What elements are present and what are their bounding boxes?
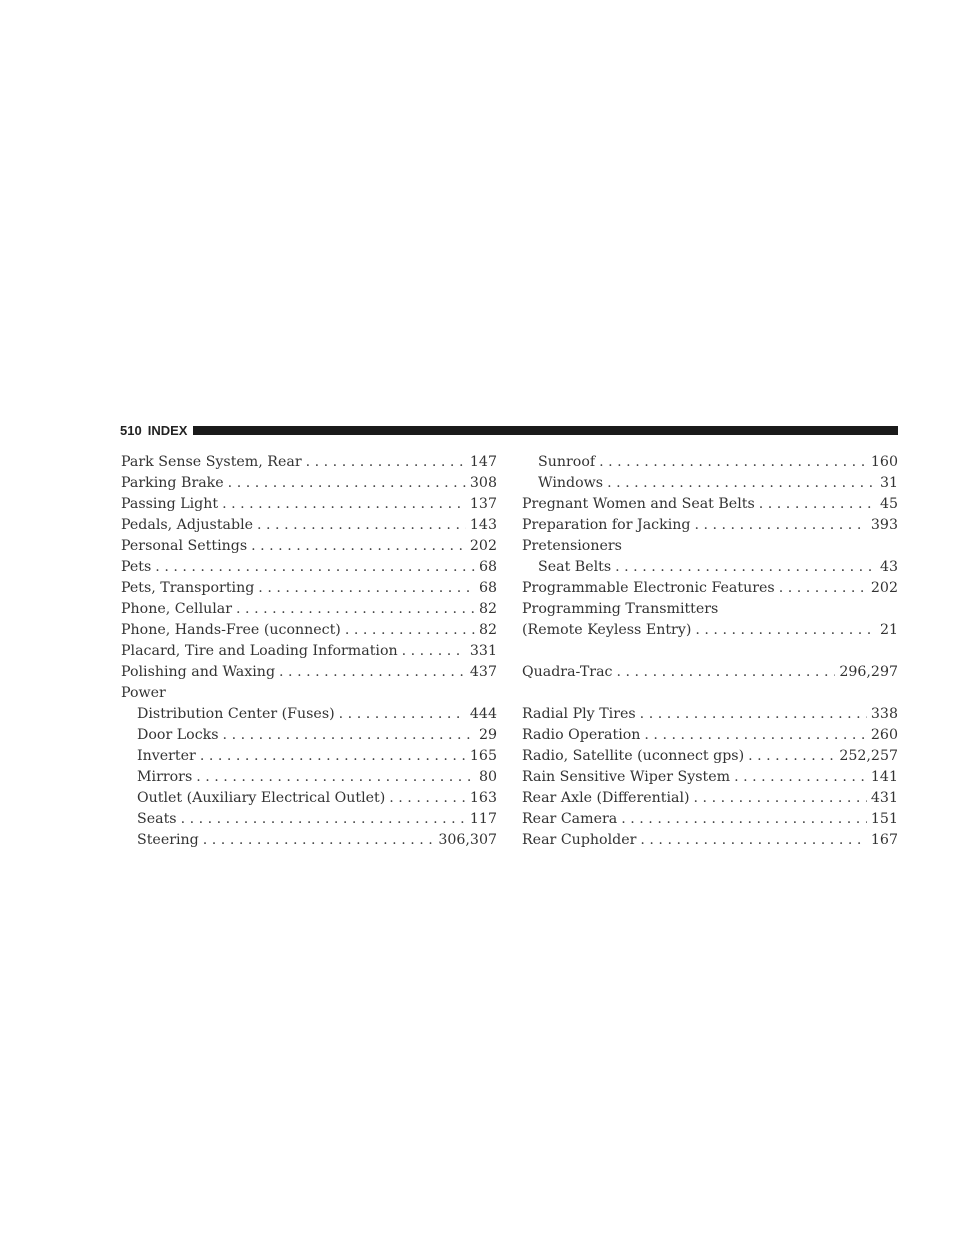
dot-leader [615,557,876,578]
entry-label: Seats [137,811,177,827]
dot-leader [228,473,466,494]
entry-label: Personal Settings [121,538,248,554]
entry-label: Seat Belts [538,559,612,575]
entry-page-number: 147 [469,454,497,470]
dot-leader [258,578,475,599]
index-subentry [121,809,497,830]
dot-leader [779,578,867,599]
entry-label: Rain Sensitive Wiper System [522,769,731,785]
dot-leader [644,725,867,746]
index-entry [522,725,898,746]
dot-leader [389,788,466,809]
index-entry [121,662,497,683]
dot-leader [694,515,866,536]
index-subentry [522,557,898,578]
entry-label: (Remote Keyless Entry) [522,622,692,638]
index-subentry [522,473,898,494]
index-entry [522,809,898,830]
entry-label: Programmable Electronic Features [522,580,775,596]
entry-page-number: 117 [469,811,497,827]
index-subentry [121,767,497,788]
dot-leader [599,452,867,473]
dot-leader [200,746,466,767]
entry-page-number: 165 [469,748,497,764]
dot-leader [694,788,867,809]
entry-label: Pregnant Women and Seat Belts [522,496,755,512]
dot-leader [621,809,867,830]
index-entry [522,830,898,851]
entry-label: Rear Cupholder [522,832,637,848]
entry-page-number: 21 [879,622,898,638]
index-entry [121,494,497,515]
entry-page-number: 437 [469,664,497,680]
dot-leader [734,767,867,788]
dot-leader [279,662,466,683]
entry-page-number: 29 [478,727,497,743]
entry-page-number: 252,257 [839,748,898,764]
index-heading: Pretensioners [522,538,622,554]
entry-label: Quadra-Trac [522,664,613,680]
entry-page-number: 82 [478,601,497,617]
entry-label: Park Sense System, Rear [121,454,302,470]
entry-page-number: 202 [870,580,898,596]
entry-page-number: 68 [478,559,497,575]
dot-leader [306,452,466,473]
entry-page-number: 167 [870,832,898,848]
entry-label: Preparation for Jacking [522,517,691,533]
entry-label: Passing Light [121,496,219,512]
entry-page-number: 393 [870,517,898,533]
dot-leader [345,620,475,641]
index-entry [522,662,898,683]
page-title: INDEX [147,422,188,438]
entry-label: Outlet (Auxiliary Electrical Outlet) [137,790,386,806]
entry-label: Polishing and Waxing [121,664,276,680]
entry-label: Parking Brake [121,475,224,491]
entry-page-number: 296,297 [839,664,898,680]
entry-label: Radial Ply Tires [522,706,636,722]
dot-leader [748,746,835,767]
entry-label: Door Locks [137,727,219,743]
entry-page-number: 308 [469,475,497,491]
entry-page-number: 444 [469,706,497,722]
entry-label: Pets [121,559,152,575]
index-entry [522,620,898,641]
entry-page-number: 163 [469,790,497,806]
index-entry [121,557,497,578]
page-number: 510 [120,422,142,438]
entry-page-number: 202 [469,538,497,554]
dot-leader [181,809,466,830]
entry-label: Placard, Tire and Loading Information [121,643,398,659]
index-entry [522,767,898,788]
entry-page-number: 31 [879,475,898,491]
index-entry [522,494,898,515]
index-subentry [121,746,497,767]
index-entry [522,746,898,767]
entry-label: Windows [538,475,604,491]
entry-label: Rear Camera [522,811,618,827]
entry-page-number: 338 [870,706,898,722]
dot-leader [251,536,466,557]
index-entry [522,578,898,599]
dot-leader [607,473,876,494]
entry-label: Mirrors [137,769,193,785]
entry-label: Pedals, Adjustable [121,517,254,533]
entry-page-number: 160 [870,454,898,470]
entry-page-number: 331 [469,643,497,659]
entry-label: Phone, Hands-Free (uconnect) [121,622,341,638]
index-entry [522,788,898,809]
entry-page-number: 143 [469,517,497,533]
entry-page-number: 141 [870,769,898,785]
section-gap [522,683,898,704]
index-entry [121,515,497,536]
index-entry [522,704,898,725]
index-subentry [121,788,497,809]
index-heading: Power [121,685,166,701]
entry-page-number: 260 [870,727,898,743]
entry-page-number: 43 [879,559,898,575]
entry-label: Distribution Center (Fuses) [137,706,335,722]
entry-page-number: 306,307 [438,832,497,848]
index-entry [121,578,497,599]
entry-page-number: 68 [478,580,497,596]
index-column-right [522,452,898,851]
index-entry [522,515,898,536]
index-column-left [121,452,497,851]
entry-label: Steering [137,832,199,848]
dot-leader [257,515,466,536]
entry-page-number: 137 [469,496,497,512]
entry-label: Inverter [137,748,196,764]
dot-leader [155,557,475,578]
index-subentry [121,725,497,746]
dot-leader [196,767,475,788]
dot-leader [695,620,876,641]
index-entry [121,599,497,620]
index-heading: Programming Transmitters [522,601,719,617]
dot-leader [640,704,867,725]
entry-label: Phone, Cellular [121,601,233,617]
header-rule [193,426,898,435]
index-subentry [121,830,497,851]
index-entry [121,452,497,473]
dot-leader [759,494,876,515]
index-entry [121,536,497,557]
index-subentry [522,452,898,473]
dot-leader [640,830,867,851]
index-subentry [121,704,497,725]
dot-leader [236,599,475,620]
entry-page-number: 80 [478,769,497,785]
dot-leader [203,830,435,851]
dot-leader [617,662,836,683]
page-header [120,420,898,440]
section-gap [522,641,898,662]
entry-page-number: 431 [870,790,898,806]
entry-label: Pets, Transporting [121,580,255,596]
index-entry [121,473,497,494]
index-entry [121,620,497,641]
dot-leader [402,641,466,662]
entry-label: Sunroof [538,454,596,470]
dot-leader [223,725,475,746]
dot-leader [339,704,466,725]
entry-page-number: 151 [870,811,898,827]
index-entry [121,641,497,662]
entry-label: Radio Operation [522,727,641,743]
entry-label: Rear Axle (Differential) [522,790,690,806]
entry-page-number: 82 [478,622,497,638]
entry-page-number: 45 [879,496,898,512]
dot-leader [222,494,466,515]
entry-label: Radio, Satellite (uconnect gps) [522,748,745,764]
